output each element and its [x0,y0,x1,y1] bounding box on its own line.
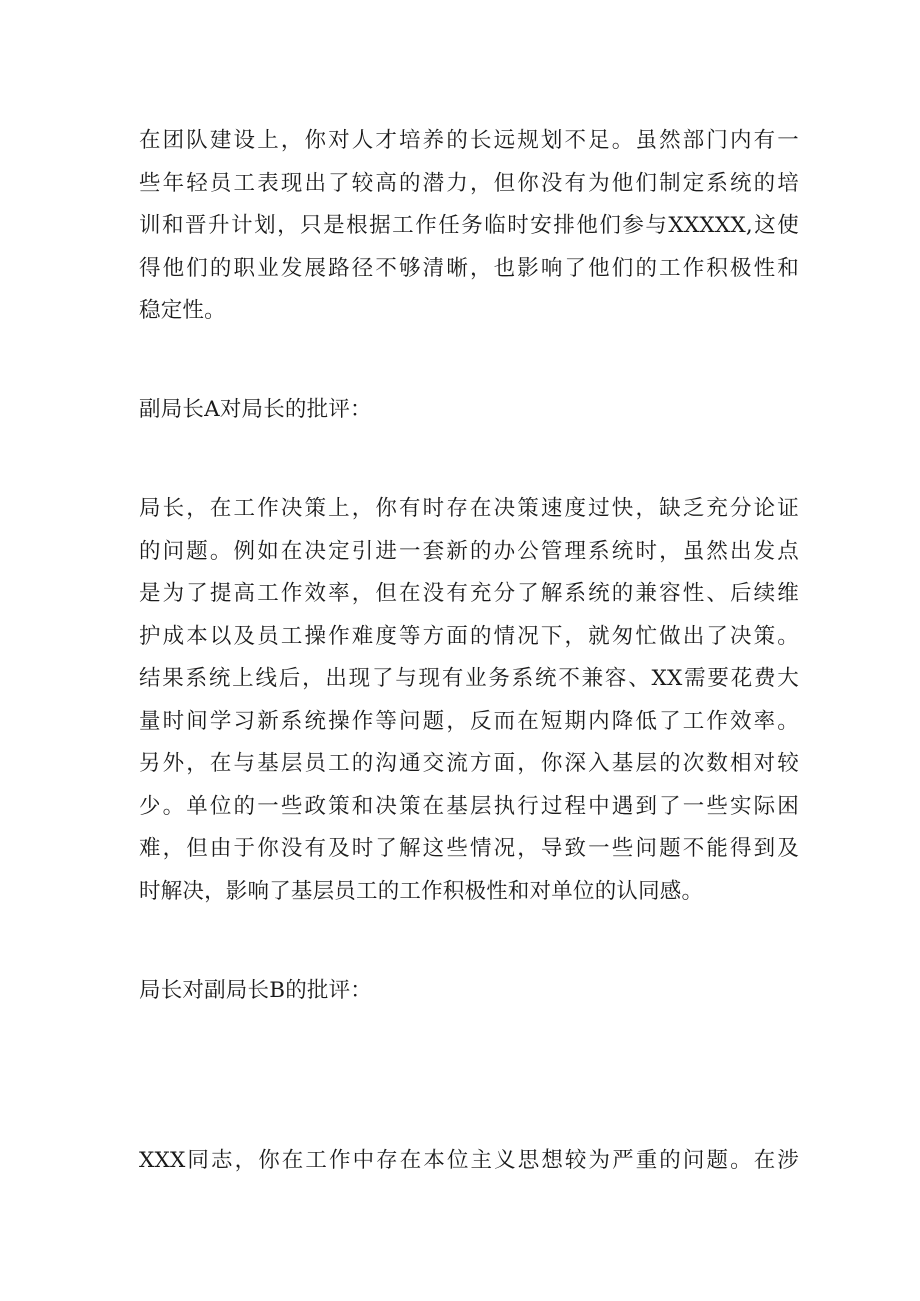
paragraph-2-line-2: 的问题。例如在决定引进一套新的办公管理系统时，虽然出发点 [139,539,799,564]
paragraph-1-line-3: 训和晋升计划，只是根据工作任务临时安排他们参与XXXXX,这使 [139,213,799,238]
paragraph-2-line-8: 少。单位的一些政策和决策在基层执行过程中遇到了一些实际困 [139,794,799,819]
paragraph-2-line-5: 结果系统上线后，出现了与现有业务系统不兼容、XX需要花费大 [139,666,799,691]
paragraph-2-line-4: 护成本以及员工操作难度等方面的情况下，就匆忙做出了决策。 [139,624,799,649]
section-heading-2: 局长对副局长B的批评： [139,978,373,1003]
paragraph-2-line-1: 局长，在工作决策上，你有时存在决策速度过快，缺乏充分论证 [139,496,799,521]
paragraph-2-line-3: 是为了提高工作效率，但在没有充分了解系统的兼容性、后续维 [139,581,799,606]
paragraph-1-line-4: 得他们的职业发展路径不够清晰，也影响了他们的工作积极性和 [139,256,799,281]
paragraph-2-line-6: 量时间学习新系统操作等问题，反而在短期内降低了工作效率。 [139,709,799,734]
paragraph-1-line-5: 稳定性。 [139,298,226,323]
paragraph-2-line-7: 另外，在与基层员工的沟通交流方面，你深入基层的次数相对较 [139,751,799,776]
paragraph-1-line-1: 在团队建设上，你对人才培养的长远规划不足。虽然部门内有一 [139,128,799,153]
section-heading-1: 副局长A对局长的批评： [139,397,372,422]
paragraph-2-line-9: 难，但由于你没有及时了解这些情况，导致一些问题不能得到及 [139,836,799,861]
paragraph-2-line-10: 时解决，影响了基层员工的工作积极性和对单位的认同感。 [139,879,704,904]
paragraph-3-line-1: XXX同志，你在工作中存在本位主义思想较为严重的问题。在涉 [139,1148,799,1173]
paragraph-1-line-2: 些年轻员工表现出了较高的潜力，但你没有为他们制定系统的培 [139,171,799,196]
